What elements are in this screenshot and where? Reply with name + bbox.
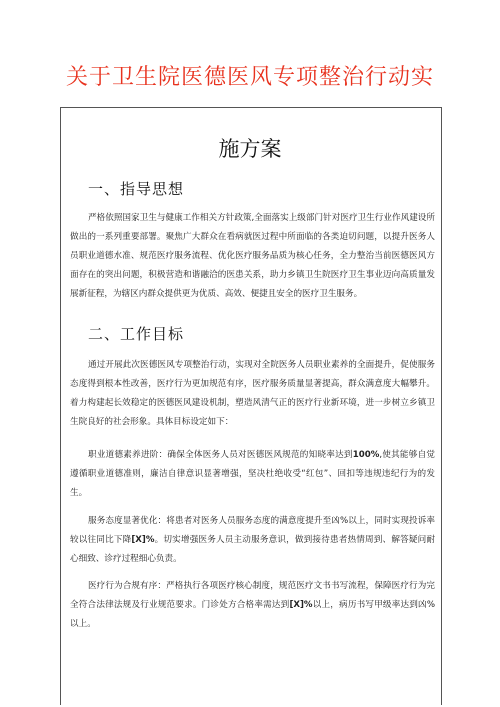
goal1-text-pre: 职业道德素养进阶：确保全体医务人员对医德医风规范的知晓率达到	[88, 450, 353, 460]
goal2-text-post: 。切实增强医务人员主动服务意识，做到接待患者热情周到、解答疑问耐心细致、诊疗过程细心负责。	[70, 535, 435, 564]
section2-intro-paragraph: 通过开展此次医德医风专项整治行动，实现对全院医务人员职业素养的全面提升，促使服务态度得到根本性改善，医疗行为更加规范有序，医疗服务质量显著提高，群众满意度大幅攀升。着力构建起长效稳定的医德医风建设机制，塑造风清气正的医疗行业新环境，进一步树立乡镇卫生院良好的社会形象。具体目标设定如下：	[70, 360, 435, 427]
document-title: 关于卫生院医德医风专项整治行动实	[65, 65, 434, 90]
goal3-bold: [X]%	[289, 600, 313, 610]
goal1-text-post: ,使其能够自觉遵循职业道德准则，廉洁自律意识显著增强，坚决杜绝收受“红包”、回扣等违规违纪行为的发生。	[70, 450, 435, 498]
section1-paragraph: 严格依照国家卫生与健康工作相关方针政策,全面落实上级部门针对医疗卫生行业作风建设所做出的一系列重要部署。聚焦广大群众在看病就医过程中所面临的各类迫切问题，以提升医务人员职业道德水准、规范医疗服务流程、优化医疗服务品质为核心任务，全力整治当前医德医风方面存在的突出问题，积极营造和谐融洽的医患关系，助力乡镇卫生院医疗卫生事业迈向高质量发展新征程，为辖区内群众提供更为优质、高效、便捷且安全的医疗卫生服务。	[70, 213, 435, 299]
goal3-paragraph	[70, 577, 435, 634]
goal1-bold: 100%	[352, 450, 380, 460]
goal2-bold: [X]%	[131, 535, 155, 545]
goal2-paragraph	[70, 512, 435, 569]
goal3-text-post: 以上，病历书写甲级率达到凶%以上。	[70, 600, 435, 629]
section1-heading: 一、指导思想	[88, 180, 185, 198]
goal3-text-pre: 医疗行为合规有序：严格执行各项医疗核心制度，规范医疗文书书写流程，保障医疗行为完全符合法律法规及行业规范要求。门诊处方合格率需达到	[70, 581, 435, 610]
goal1-paragraph	[70, 446, 435, 503]
goal2-text-pre: 服务态度显著优化：将患者对医务人员服务态度的满意度提升至凶%以上，同时实现投诉率较以往同比下降	[70, 516, 435, 545]
section2-heading: 二、工作目标	[88, 325, 185, 343]
document-subtitle: 施方案	[218, 137, 282, 161]
